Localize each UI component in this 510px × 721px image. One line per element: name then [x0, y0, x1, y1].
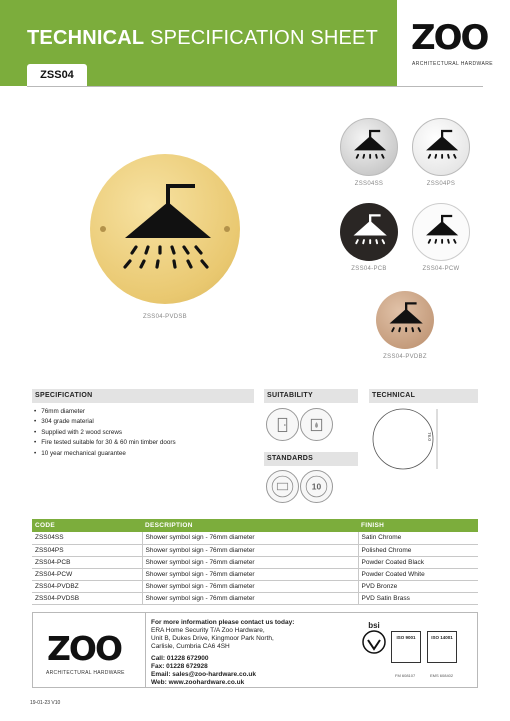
ten-year-guarantee-icon: [300, 470, 333, 503]
contact-heading: For more information please contact us today:: [151, 619, 295, 626]
table-row: [32, 592, 478, 604]
suitability-heading: SUITABILITY: [264, 389, 358, 403]
contact-fax: Fax: 01228 672928: [151, 663, 208, 670]
table-row: [32, 580, 478, 592]
iso-9001-cert-number: FM 608107: [395, 673, 416, 678]
page-title: TECHNICAL SPECIFICATION SHEET: [27, 27, 379, 49]
cell-description: Shower symbol sign - 76mm diameter: [142, 556, 358, 568]
cell-finish: PVD Bronze: [358, 580, 478, 592]
contact-divider: [145, 613, 146, 687]
logo-wordmark: ZOO: [411, 18, 488, 58]
contact-details: [151, 619, 294, 687]
cell-code: ZSS04SS: [32, 532, 142, 544]
contact-web: Web: www.zoohardware.co.uk: [151, 679, 245, 686]
contact-logo-tagline: ARCHITECTURAL HARDWARE: [46, 670, 125, 676]
brand-logo: [397, 0, 510, 86]
contact-box: [32, 612, 478, 688]
iso-14001-badge: [427, 631, 457, 663]
address-line: ERA Home Security T/A Zoo Hardware,: [151, 627, 265, 634]
document-version: 19-01-23 V10: [30, 700, 61, 706]
bsi-label: bsi: [368, 621, 380, 630]
cell-description: Shower symbol sign - 76mm diameter: [142, 544, 358, 556]
table-row: [32, 556, 478, 568]
variant-caption-pvdbz: ZSS04-PVDBZ: [383, 354, 427, 360]
logo-tagline: ARCHITECTURAL HARDWARE: [412, 61, 493, 67]
cell-finish: Polished Chrome: [358, 544, 478, 556]
standards-heading: STANDARDS: [264, 452, 358, 466]
variant-sign-pvdbz: [376, 291, 434, 349]
table-row: [32, 568, 478, 580]
svg-text:10: 10: [311, 481, 322, 492]
column-header-finish: FINISH: [358, 519, 478, 532]
spec-item: • 10 year mechanical guarantee: [34, 449, 254, 459]
table-row: [32, 532, 478, 544]
spec-item: • Supplied with 2 wood screws: [34, 428, 254, 438]
variant-sign-ps: [412, 118, 470, 176]
iso-14001-cert-number: EMS 608402: [430, 673, 454, 678]
header: [0, 0, 510, 86]
variant-sign-pcb: [340, 203, 398, 261]
address-line: Carlisle, Cumbria CA6 4SH: [151, 643, 230, 650]
specification-list: [34, 407, 254, 459]
cell-description: Shower symbol sign - 76mm diameter: [142, 568, 358, 580]
cell-finish: PVD Satin Brass: [358, 592, 478, 604]
cell-code: ZSS04-PVDSB: [32, 592, 142, 604]
variant-caption-ss: ZSS04SS: [354, 181, 384, 187]
product-code-tab: ZSS04: [27, 64, 87, 86]
header-divider: [27, 86, 483, 87]
contact-logo: ZOO: [47, 629, 122, 668]
column-header-code: CODE: [32, 519, 142, 532]
spec-item: • 304 grade material: [34, 417, 254, 427]
technical-heading: TECHNICAL: [369, 389, 478, 403]
cell-description: Shower symbol sign - 76mm diameter: [142, 532, 358, 544]
iso-9001-badge: [391, 631, 421, 663]
cell-finish: Powder Coated Black: [358, 556, 478, 568]
column-header-description: DESCRIPTION: [142, 519, 358, 532]
main-sign-caption: ZSS04-PVDSB: [143, 314, 187, 320]
bs-en-standard-icon: [266, 470, 299, 503]
variant-sign-pcw: [412, 203, 470, 261]
main-sign-image: [90, 154, 240, 304]
product-codes-table: [32, 519, 478, 605]
technical-drawing: [371, 405, 441, 475]
bsi-logo: [361, 621, 387, 655]
variant-caption-pcb: ZSS04-PCB: [351, 266, 387, 272]
interior-door-icon: [266, 408, 299, 441]
cell-code: ZSS04-PVDBZ: [32, 580, 142, 592]
address-line: Unit B, Dukes Drive, Kingmoor Park North,: [151, 635, 274, 642]
iso-14001-label: ISO 14001: [431, 635, 453, 640]
table-row: [32, 544, 478, 556]
cell-finish: Satin Chrome: [358, 532, 478, 544]
contact-phone: Call: 01228 672900: [151, 655, 209, 662]
cell-description: Shower symbol sign - 76mm diameter: [142, 592, 358, 604]
iso-9001-label: ISO 9001: [396, 635, 416, 640]
specification-heading: SPECIFICATION: [32, 389, 254, 403]
cell-finish: Powder Coated White: [358, 568, 478, 580]
fire-door-icon: [300, 408, 333, 441]
cell-code: ZSS04-PCB: [32, 556, 142, 568]
cell-code: ZSS04PS: [32, 544, 142, 556]
cell-code: ZSS04-PCW: [32, 568, 142, 580]
spec-item: • 76mm diameter: [34, 407, 254, 417]
diameter-label: 76.0: [426, 432, 432, 441]
table-header-row: [32, 519, 478, 532]
cell-description: Shower symbol sign - 76mm diameter: [142, 580, 358, 592]
contact-email: Email: sales@zoo-hardware.co.uk: [151, 671, 256, 678]
variant-caption-pcw: ZSS04-PCW: [422, 266, 460, 272]
variant-caption-ps: ZSS04PS: [426, 181, 456, 187]
variant-sign-ss: [340, 118, 398, 176]
spec-item: • Fire tested suitable for 30 & 60 min timber doors: [34, 438, 254, 448]
